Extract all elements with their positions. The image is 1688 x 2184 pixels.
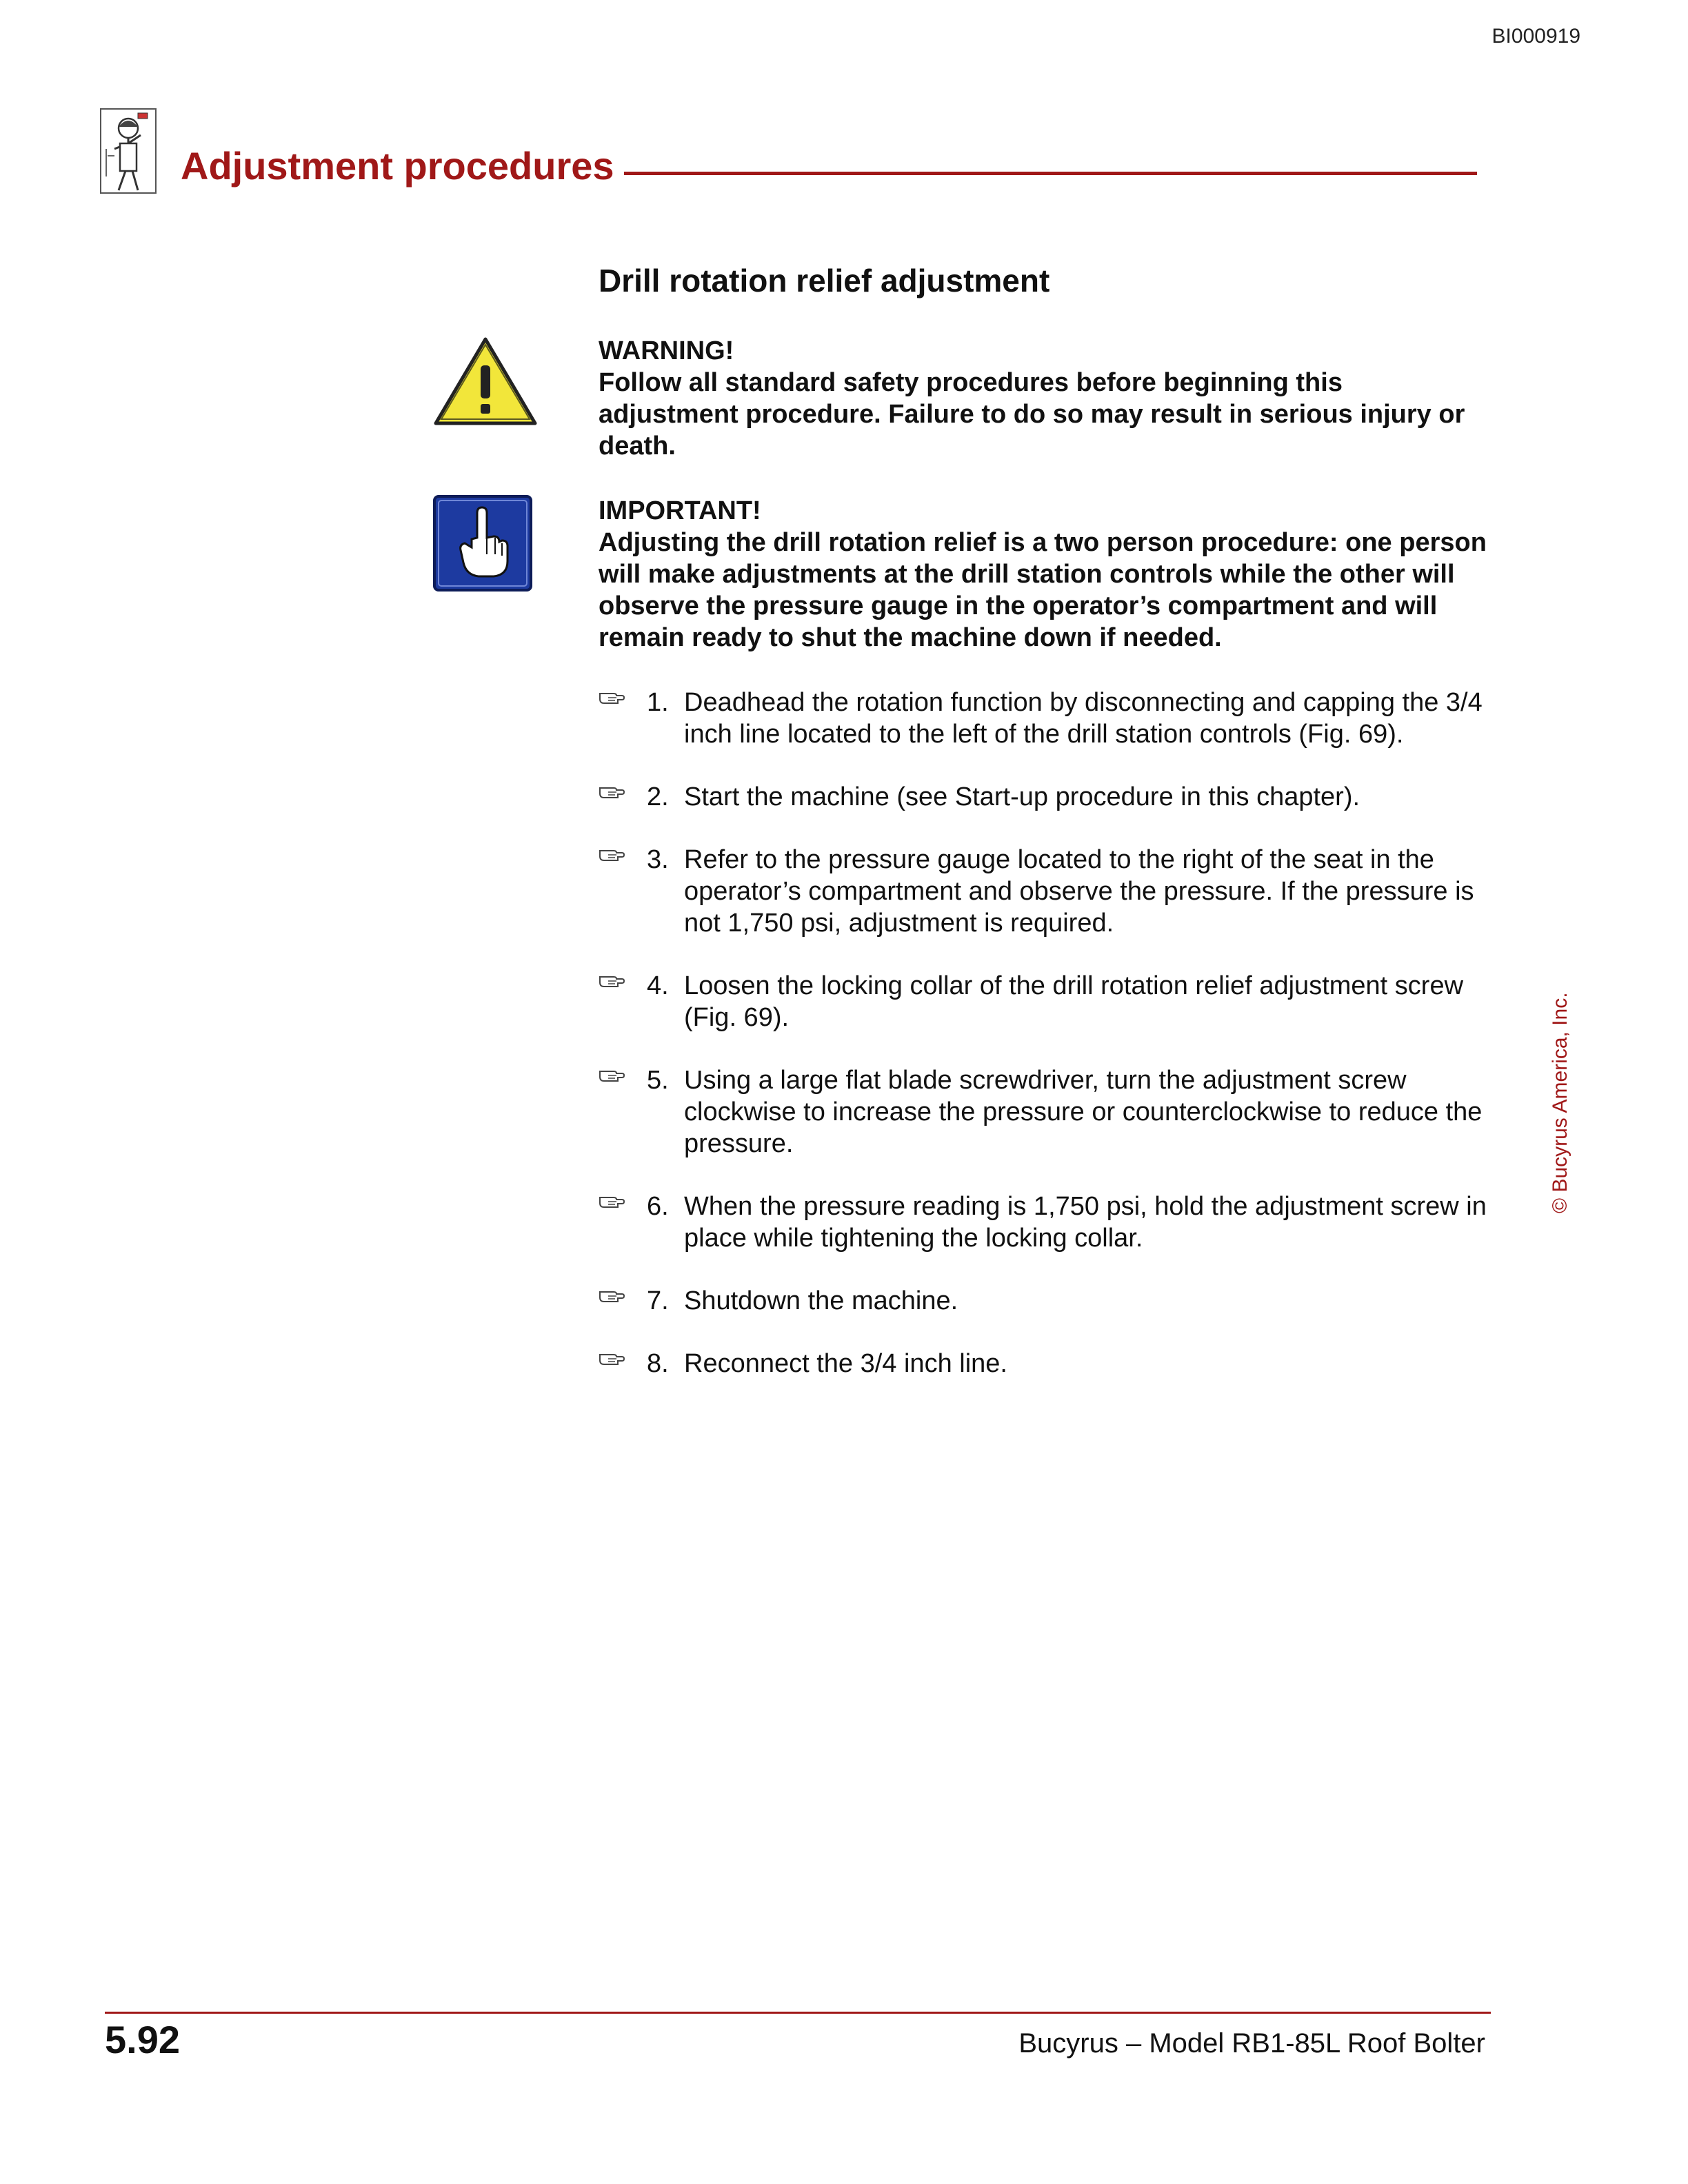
important-text: Adjusting the drill rotation relief is a two person procedure: one person will make adjustments at the drill station controls while the other will observe the pressure gauge in the operator’s compartment and will remain ready to shut the machine down if needed. (599, 528, 1487, 652)
procedure-steps (599, 687, 1488, 1379)
page-number: 5.92 (105, 2018, 180, 2061)
step-text: Loosen the locking collar of the drill rotation relief adjustment screw (Fig. 69). (684, 971, 1464, 1032)
step-number: 7. (647, 1286, 669, 1315)
list-item (599, 687, 1488, 750)
list-item (599, 1348, 1488, 1379)
step-number: 2. (647, 782, 669, 811)
title-underline (624, 172, 1477, 175)
step-text: Refer to the pressure gauge located to the right of the seat in the operator’s compartment and observe the pressure. If the pressure is not 1,750 psi, adjustment is required. (684, 845, 1474, 938)
copyright-notice: © Bucyrus America, Inc. (1549, 992, 1571, 1213)
step-text: Deadhead the rotation function by disconnecting and capping the 3/4 inch line located to the left of the drill station controls (Fig. 69). (684, 688, 1483, 749)
step-text: Shutdown the machine. (684, 1286, 958, 1315)
section-title: Adjustment procedures (181, 143, 1477, 188)
step-text: Start the machine (see Start-up procedure in this chapter). (684, 782, 1360, 811)
step-number: 6. (647, 1192, 669, 1221)
document-id: BI000919 (1491, 25, 1580, 48)
pointing-hand-bullet-icon (599, 1067, 625, 1084)
warning-notice (599, 335, 1488, 462)
list-item (599, 1191, 1488, 1254)
step-number: 3. (647, 845, 669, 874)
important-heading: IMPORTANT! (599, 496, 761, 525)
footer-rule (105, 2012, 1491, 2014)
pointing-hand-bullet-icon (599, 1193, 625, 1210)
pointing-hand-bullet-icon (599, 1351, 625, 1367)
warning-text: Follow all standard safety procedures before beginning this adjustment procedure. Failure to do so may result in serious injury or death. (599, 368, 1465, 461)
pointing-hand-bullet-icon (599, 847, 625, 863)
main-content (599, 262, 1488, 1410)
pointing-hand-bullet-icon (599, 784, 625, 800)
list-item (599, 1285, 1488, 1317)
step-text: When the pressure reading is 1,750 psi, hold the adjustment screw in place while tightening the locking collar. (684, 1192, 1487, 1253)
list-item (599, 844, 1488, 939)
step-text: Reconnect the 3/4 inch line. (684, 1349, 1007, 1378)
step-number: 4. (647, 971, 669, 1000)
list-item (599, 1064, 1488, 1160)
pointing-hand-icon (433, 495, 532, 592)
step-number: 8. (647, 1349, 669, 1378)
warning-heading: WARNING! (599, 336, 734, 365)
footer-title: Bucyrus – Model RB1-85L Roof Bolter (1018, 2028, 1485, 2059)
step-number: 5. (647, 1066, 669, 1095)
important-notice (599, 495, 1488, 654)
list-item (599, 970, 1488, 1033)
pointing-hand-bullet-icon (599, 973, 625, 989)
pointing-hand-bullet-icon (599, 1288, 625, 1304)
warning-triangle-icon (433, 335, 538, 427)
step-number: 1. (647, 688, 669, 717)
chapter-mechanic-icon (98, 108, 160, 197)
step-text: Using a large flat blade screwdriver, turn the adjustment screw clockwise to increase the pressure or counterclockwise to reduce the pressure. (684, 1066, 1483, 1158)
list-item (599, 781, 1488, 813)
pointing-hand-bullet-icon (599, 689, 625, 706)
procedure-title: Drill rotation relief adjustment (599, 263, 1050, 299)
